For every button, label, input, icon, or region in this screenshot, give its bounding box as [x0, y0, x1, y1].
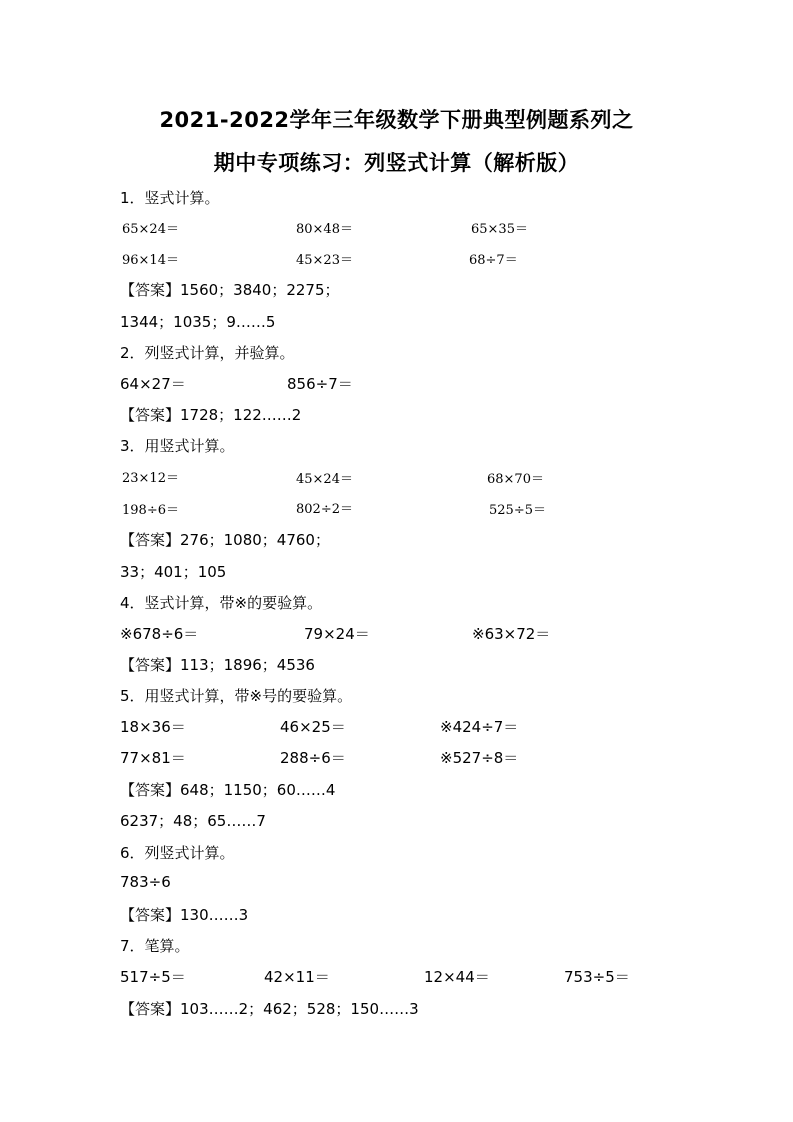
- q4-problem: 79×24＝: [304, 625, 370, 643]
- question-5-heading: 5．用竖式计算，带※号的要验算。: [120, 687, 353, 705]
- title-line-2: 期中专项练习：列竖式计算（解析版）: [213, 151, 580, 175]
- q7-problem: 12×44＝: [424, 968, 490, 986]
- q1-answer-continued: 1344；1035；9……5: [120, 313, 276, 331]
- q1-answer: 【答案】1560；3840；2275；: [120, 281, 340, 299]
- title-line-1: 2021-2022学年三年级数学下册典型例题系列之: [159, 108, 634, 132]
- question-4-heading: 4．竖式计算，带※的要验算。: [120, 594, 323, 612]
- q5-answer: 【答案】648；1150；60……4: [120, 781, 336, 799]
- q6-answer: 【答案】130……3: [120, 906, 249, 924]
- q4-answer: 【答案】113；1896；4536: [120, 656, 315, 674]
- q1-problem: 45×23＝: [296, 253, 353, 268]
- q3-problem: 23×12＝: [122, 471, 179, 486]
- question-2-heading: 2．列竖式计算，并验算。: [120, 344, 295, 362]
- q1-problem: 65×35＝: [471, 222, 528, 237]
- q4-problem: ※678÷6＝: [120, 625, 199, 643]
- q5-problem: ※527÷8＝: [440, 749, 519, 767]
- question-6-heading: 6．列竖式计算。: [120, 844, 235, 862]
- q7-problem: 517÷5＝: [120, 968, 186, 986]
- q7-answer: 【答案】103……2；462；528；150……3: [120, 1000, 419, 1018]
- q6-problem: 783÷6: [120, 873, 171, 891]
- q1-problem: 96×14＝: [122, 253, 179, 268]
- q3-problem: 198÷6＝: [122, 503, 179, 518]
- q1-problem: 65×24＝: [122, 222, 179, 237]
- q5-problem: 288÷6＝: [280, 749, 346, 767]
- q5-problem: 77×81＝: [120, 749, 186, 767]
- q7-problem: 42×11＝: [264, 968, 330, 986]
- q3-problem: 45×24＝: [296, 472, 353, 487]
- q3-problem: 68×70＝: [487, 472, 544, 487]
- q3-answer-continued: 33；401；105: [120, 563, 227, 581]
- q1-problem: 68÷7＝: [469, 253, 518, 268]
- q5-problem: 46×25＝: [280, 718, 346, 736]
- q5-answer-continued: 6237；48；65……7: [120, 812, 266, 830]
- q5-problem: 18×36＝: [120, 718, 186, 736]
- q3-answer: 【答案】276；1080；4760；: [120, 531, 330, 549]
- question-7-heading: 7．笔算。: [120, 937, 190, 955]
- q2-problem: 64×27＝: [120, 375, 186, 393]
- q7-problem: 753÷5＝: [564, 968, 630, 986]
- q2-answer: 【答案】1728；122……2: [120, 406, 302, 424]
- q3-problem: 525÷5＝: [489, 503, 546, 518]
- q5-problem: ※424÷7＝: [440, 718, 519, 736]
- question-1-heading: 1．竖式计算。: [120, 189, 220, 207]
- q3-problem: 802÷2＝: [296, 502, 353, 517]
- q4-problem: ※63×72＝: [472, 625, 551, 643]
- q1-problem: 80×48＝: [296, 222, 353, 237]
- question-3-heading: 3．用竖式计算。: [120, 437, 235, 455]
- q2-problem: 856÷7＝: [287, 375, 353, 393]
